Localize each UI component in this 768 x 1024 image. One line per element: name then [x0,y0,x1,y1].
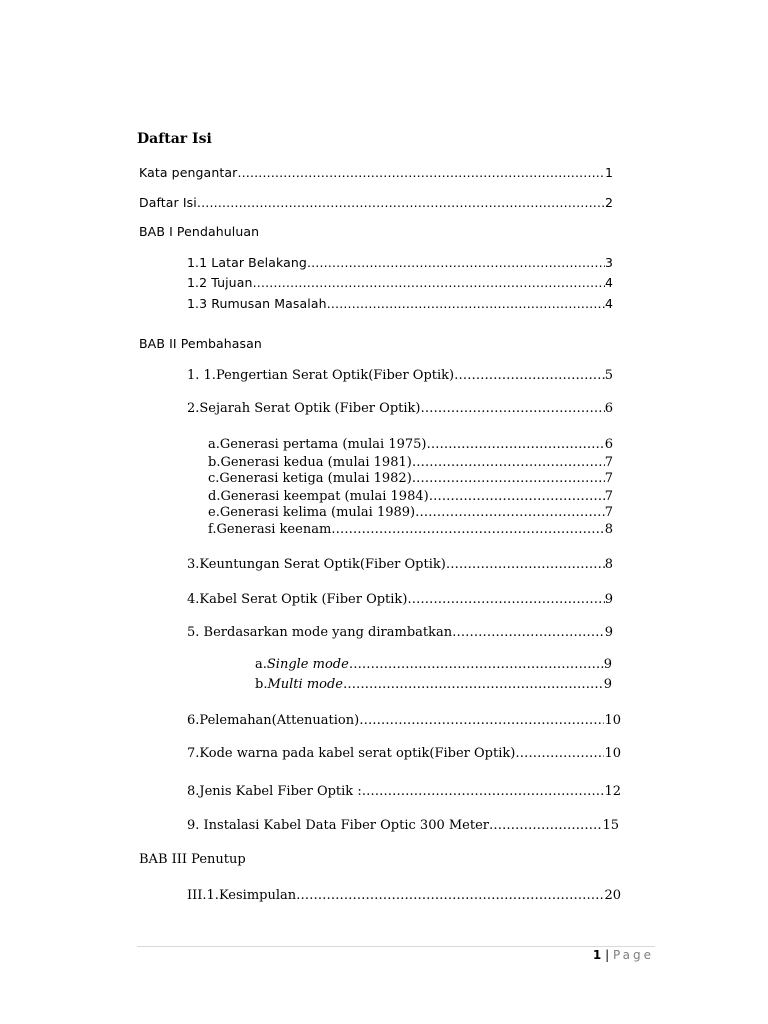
footer-divider [137,946,655,947]
toc-page: 9 [604,592,613,607]
toc-page: 2 [604,195,613,210]
toc-label: 1.1 Latar Belakang [187,255,307,270]
toc-entry-generasi-4[interactable] [208,489,613,504]
toc-label: Generasi ketiga (mulai 1982) [219,471,412,486]
toc-page: 10 [604,746,621,761]
list-marker: c. [208,471,220,486]
toc-entry-kata-pengantar[interactable] [139,165,613,180]
bab2-heading: BAB II Pembahasan [139,336,262,351]
toc-label: 1.3 Rumusan Masalah [187,296,327,311]
bab3-heading: BAB III Penutup [139,852,246,867]
toc-entry-generasi-5[interactable] [208,505,613,520]
toc-page: 10 [604,713,621,728]
list-marker: f. [208,522,217,537]
toc-page: 9 [603,677,612,692]
toc-page: 20 [604,888,621,903]
toc-page: 9 [604,625,613,640]
toc-entry-generasi-3[interactable] [208,471,613,486]
toc-label: 1.2 Tujuan [187,275,253,290]
footer-separator: | [605,948,610,962]
list-marker: a. [255,657,267,672]
page-footer [593,948,654,962]
toc-entry-generasi-2[interactable] [208,455,613,470]
list-marker: d. [208,489,221,504]
toc-label: 2.Sejarah Serat Optik (Fiber Optik) [187,401,421,416]
footer-page-number: 1 [592,948,602,962]
toc-entry-pengertian[interactable] [187,368,613,383]
toc-label: Multi mode [267,677,343,692]
list-marker: b. [208,455,221,470]
toc-label: 8.Jenis Kabel Fiber Optik : [187,784,362,799]
toc-label: III.1.Kesimpulan [187,888,297,903]
toc-page: 4 [604,296,613,311]
toc-page: 5 [604,368,613,383]
toc-label: Kata pengantar [139,165,238,180]
toc-label: Daftar Isi [139,195,197,210]
toc-page: 9 [603,657,612,672]
toc-page: 8 [604,522,613,537]
toc-entry-rumusan-masalah[interactable] [187,296,613,311]
toc-entry-pelemahan[interactable] [187,713,621,728]
footer-page-word: Page [612,948,654,962]
toc-entry-sejarah[interactable] [187,401,613,416]
toc-page: 8 [604,557,613,572]
toc-page: 7 [604,489,613,504]
toc-entry-generasi-1[interactable] [208,437,613,452]
list-marker: e. [208,505,220,520]
toc-label: 5. Berdasarkan mode yang dirambatkan [187,625,453,640]
toc-label: 4.Kabel Serat Optik (Fiber Optik) [187,592,408,607]
toc-entry-single-mode[interactable] [255,657,612,672]
toc-page: 6 [604,437,613,452]
toc-label: 6.Pelemahan(Attenuation) [187,713,360,728]
toc-entry-generasi-6[interactable] [208,522,613,537]
page-title: Daftar Isi [137,131,212,147]
toc-entry-instalasi[interactable] [187,818,619,833]
toc-entry-berdasarkan-mode[interactable] [187,625,613,640]
list-marker: a. [208,437,220,452]
toc-entry-kesimpulan[interactable] [187,888,621,903]
toc-entry-kode-warna[interactable] [187,746,621,761]
toc-label: Single mode [266,657,349,672]
toc-entry-jenis-kabel[interactable] [187,784,621,799]
toc-page: 1 [604,165,613,180]
toc-label: Generasi kedua (mulai 1981) [220,455,412,470]
toc-page: 4 [604,275,613,290]
toc-entry-multi-mode[interactable] [255,677,612,692]
toc-page: 7 [604,505,613,520]
toc-label: 1. 1.Pengertian Serat Optik(Fiber Optik) [187,368,455,383]
toc-entry-keuntungan[interactable] [187,557,613,572]
toc-page: 12 [604,784,621,799]
toc-page: 15 [602,818,619,833]
toc-page: 6 [604,401,613,416]
toc-page: 7 [604,471,613,486]
toc-label: 9. Instalasi Kabel Data Fiber Optic 300 Meter [187,818,490,833]
toc-entry-daftar-isi[interactable] [139,195,613,210]
list-marker: b. [255,677,268,692]
toc-page: 3 [604,255,613,270]
toc-entry-tujuan[interactable] [187,275,613,290]
toc-label: Generasi kelima (mulai 1989) [219,505,416,520]
toc-label: Generasi keenam [216,522,332,537]
toc-label: 7.Kode warna pada kabel serat optik(Fiber Optik) [187,746,516,761]
toc-label: Generasi keempat (mulai 1984) [220,489,429,504]
toc-entry-kabel-serat-optik[interactable] [187,592,613,607]
bab1-heading: BAB I Pendahuluan [139,224,260,239]
toc-entry-latar-belakang[interactable] [187,255,613,270]
toc-label: 3.Keuntungan Serat Optik(Fiber Optik) [187,557,446,572]
toc-label: Generasi pertama (mulai 1975) [219,437,427,452]
toc-page: 7 [604,455,613,470]
